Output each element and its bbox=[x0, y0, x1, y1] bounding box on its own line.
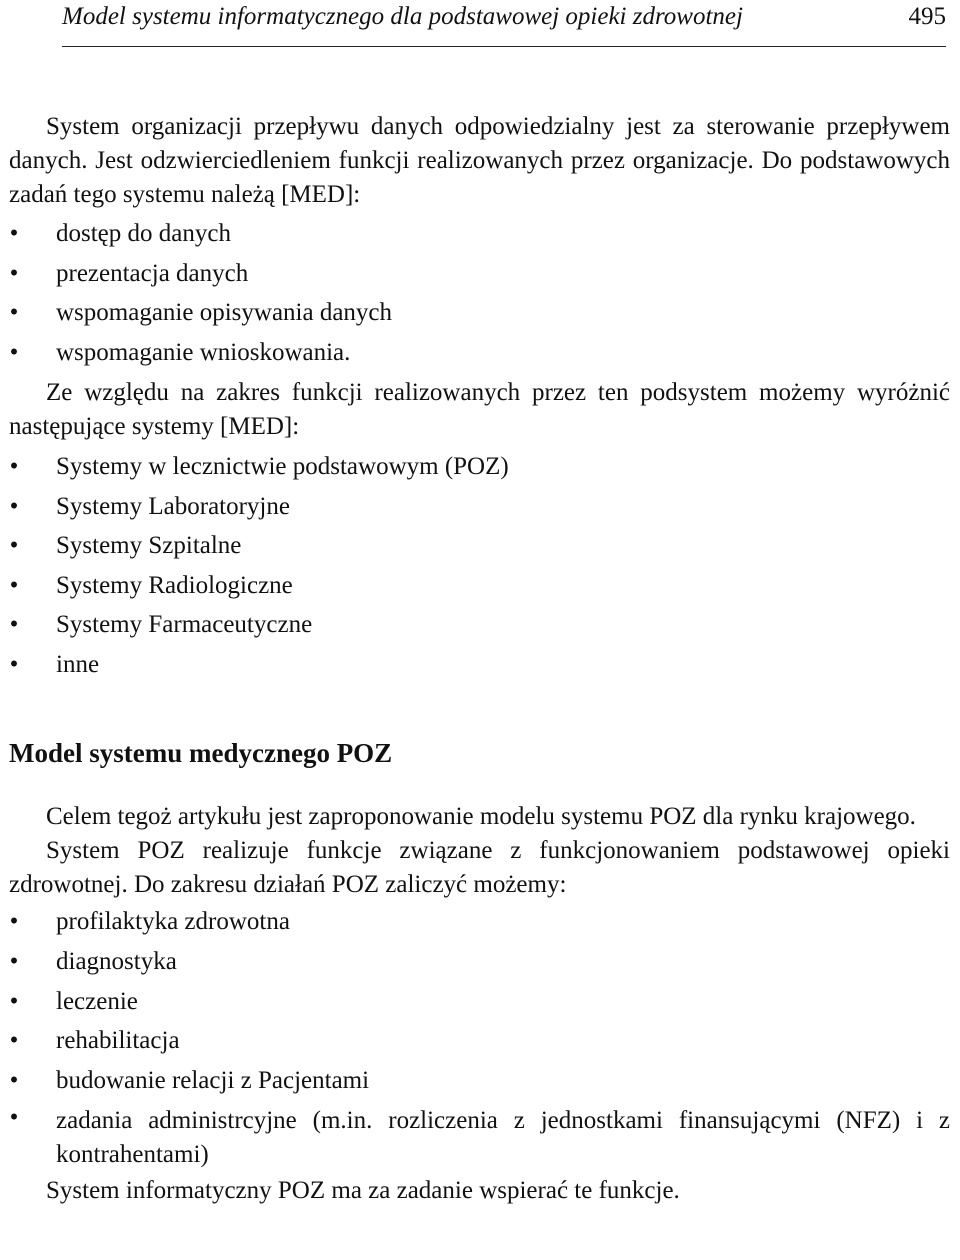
bullet-icon: • bbox=[9, 299, 19, 326]
bullet-icon: • bbox=[9, 492, 19, 520]
list-item: • Systemy Laboratoryjne bbox=[9, 487, 950, 527]
list-item: • Systemy Radiologiczne bbox=[9, 566, 950, 606]
bullet-icon: • bbox=[9, 947, 19, 975]
section-paragraph-1: Celem tegoż artykułu jest zaproponowanie modelu systemu POZ dla rynku krajowego. bbox=[46, 803, 916, 830]
section-body bbox=[9, 800, 950, 1208]
bullet-icon: • bbox=[9, 1067, 19, 1095]
list-item: • inne bbox=[9, 645, 950, 685]
bullet-icon: • bbox=[9, 453, 19, 480]
list-item: • Systemy Farmaceutyczne bbox=[9, 605, 950, 645]
list-item: • Systemy Szpitalne bbox=[9, 526, 950, 566]
systems-list bbox=[9, 447, 950, 684]
list-item: • zadania administrcyjne (m.in. rozliczenia z jednostkami finansującymi (NFZ) i z kontrahentami) bbox=[9, 1101, 950, 1172]
running-header bbox=[62, 0, 946, 47]
bullet-icon: • bbox=[9, 338, 19, 366]
page-body bbox=[9, 110, 950, 1208]
bullet-icon: • bbox=[9, 259, 19, 287]
list-item: • prezentacja danych bbox=[9, 254, 950, 294]
list-item: • Systemy w lecznictwie podstawowym (POZ) bbox=[9, 447, 950, 487]
intro-list bbox=[9, 214, 950, 372]
bullet-icon: • bbox=[9, 220, 19, 247]
closing-paragraph: System informatyczny POZ ma za zadanie wspierać te funkcje. bbox=[46, 1176, 680, 1204]
bullet-icon: • bbox=[9, 987, 19, 1015]
list-item: • diagnostyka bbox=[9, 942, 950, 982]
list-item: • profilaktyka zdrowotna bbox=[9, 902, 950, 942]
list-item: • leczenie bbox=[9, 982, 950, 1022]
list-item: • wspomaganie wnioskowania. bbox=[9, 333, 950, 373]
list-item: • rehabilitacja bbox=[9, 1021, 950, 1061]
bullet-icon: • bbox=[9, 532, 19, 559]
section-list bbox=[9, 902, 950, 1172]
section-heading: Model systemu medycznego POZ bbox=[9, 738, 393, 768]
bullet-icon: • bbox=[9, 1103, 19, 1131]
bullet-icon: • bbox=[9, 650, 19, 678]
systems-paragraph: Ze względu na zakres funkcji realizowanych przez ten podsystem możemy wyróżnić następujące systemy [MED]: bbox=[9, 379, 950, 440]
page-number: 495 bbox=[908, 3, 946, 30]
intro-paragraph: System organizacji przepływu danych odpowiedzialny jest za sterowanie przepływem danych. Jest odzwierciedleniem funkcji realizowanych przez organizacje. Do podstawowych zadań tego systemu należą [MED]: bbox=[9, 113, 950, 208]
section-paragraph-2: System POZ realizuje funkcje związane z funkcjonowaniem podstawowej opieki zdrowotnej. Do zakresu działań POZ zaliczyć możemy: bbox=[9, 837, 950, 898]
running-title: Model systemu informatycznego dla podstawowej opieki zdrowotnej bbox=[62, 3, 743, 30]
bullet-icon: • bbox=[9, 908, 19, 935]
bullet-icon: • bbox=[9, 571, 19, 599]
list-item: • budowanie relacji z Pacjentami bbox=[9, 1061, 950, 1101]
bullet-icon: • bbox=[9, 1027, 19, 1055]
bullet-icon: • bbox=[9, 611, 19, 638]
list-item: • dostęp do danych bbox=[9, 214, 950, 254]
list-item: • wspomaganie opisywania danych bbox=[9, 293, 950, 333]
